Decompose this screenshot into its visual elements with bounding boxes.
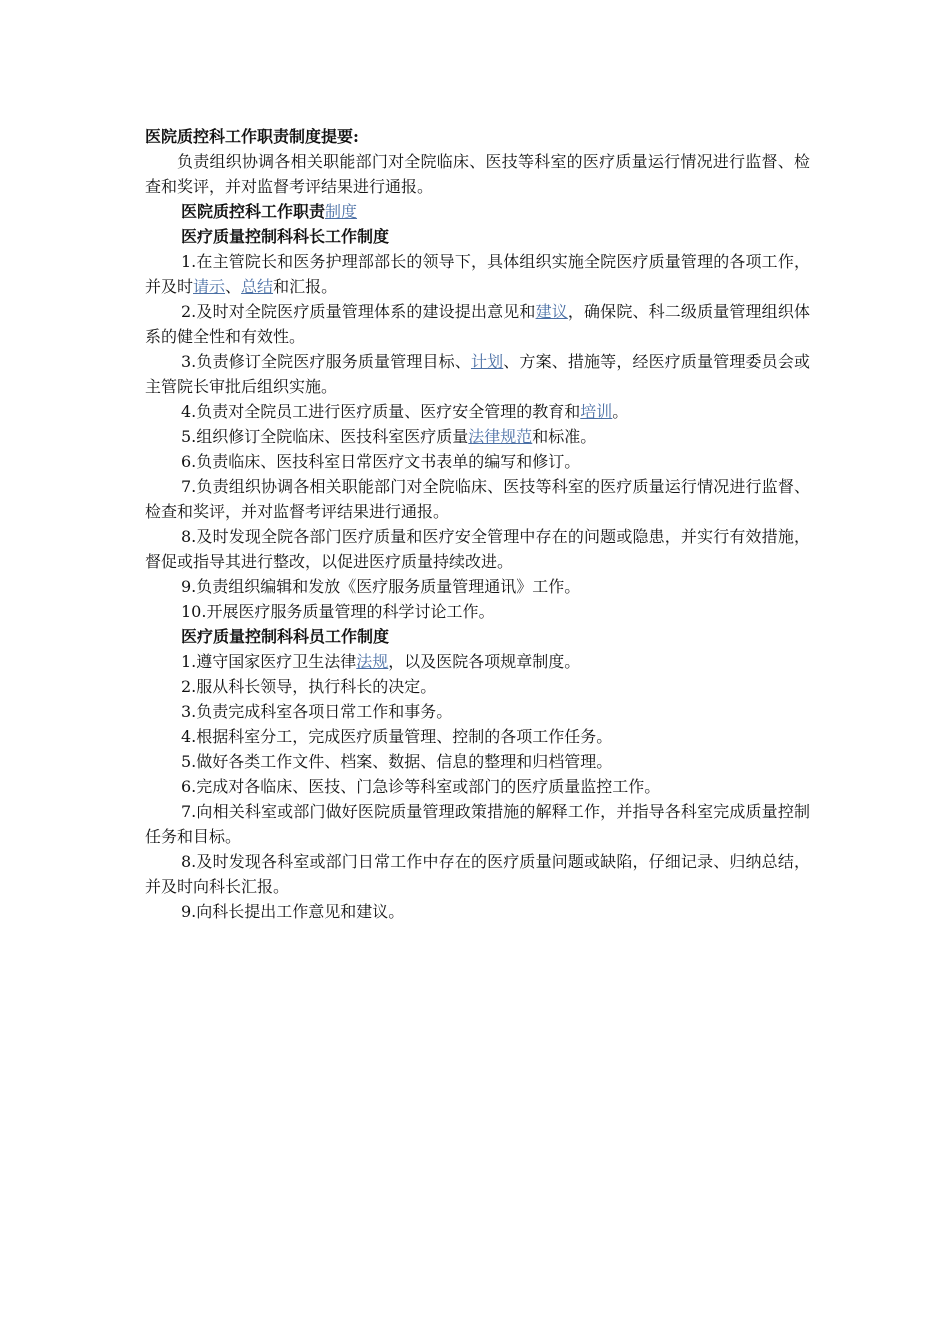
staff-item-5: 5.做好各类工作文件、档案、数据、信息的整理和归档管理。 [181, 752, 613, 771]
chief-item-10: 10.开展医疗服务质量管理的科学讨论工作。 [181, 602, 495, 621]
staff-item-6: 6.完成对各临床、医技、门急诊等科室或部门的医疗质量监控工作。 [181, 777, 661, 796]
chief-item-4: 4.负责对全院员工进行医疗质量、医疗安全管理的教育和培训。 [181, 402, 629, 421]
chief-item-3: 3.负责修订全院医疗服务质量管理目标、计划、方案、措施等，经医疗质量管理委员会或主管院长审批后组织实施。 [145, 352, 810, 396]
section-heading-staff: 医疗质量控制科科员工作制度 [181, 627, 390, 646]
staff-item-4: 4.根据科室分工，完成医疗质量管理、控制的各项工作任务。 [181, 727, 613, 746]
document-title: 医院质控科工作职责制度提要: [145, 127, 359, 146]
link-fagui[interactable]: 法规 [356, 652, 389, 671]
section-heading-chief: 医疗质量控制科科长工作制度 [181, 227, 390, 246]
staff-item-8: 8.及时发现各科室或部门日常工作中存在的医疗质量问题或缺陷，仔细记录、归纳总结，并及时向科长汇报。 [145, 852, 810, 896]
chief-item-1: 1.在主管院长和医务护理部部长的领导下，具体组织实施全院医疗质量管理的各项工作，并及时请示、总结和汇报。 [145, 252, 810, 296]
staff-item-3: 3.负责完成科室各项日常工作和事务。 [181, 702, 453, 721]
link-falvguifan[interactable]: 法律规范 [468, 427, 533, 446]
document-page [145, 124, 810, 924]
summary-paragraph: 负责组织协调各相关职能部门对全院临床、医技等科室的医疗质量运行情况进行监督、检查和奖评，并对监督考评结果进行通报。 [145, 152, 810, 196]
staff-item-1: 1.遵守国家医疗卫生法律法规，以及医院各项规章制度。 [181, 652, 581, 671]
chief-item-5: 5.组织修订全院临床、医技科室医疗质量法律规范和标准。 [181, 427, 597, 446]
chief-item-7: 7.负责组织协调各相关职能部门对全院临床、医技等科室的医疗质量运行情况进行监督、检查和奖评，并对监督考评结果进行通报。 [145, 477, 810, 521]
staff-item-9: 9.向科长提出工作意见和建议。 [181, 902, 405, 921]
link-peixun[interactable]: 培训 [580, 402, 613, 421]
link-zongjie[interactable]: 总结 [241, 277, 274, 296]
main-heading [145, 199, 810, 224]
staff-item-2: 2.服从科长领导，执行科长的决定。 [181, 677, 437, 696]
link-zhidu[interactable]: 制度 [325, 202, 358, 221]
chief-item-9: 9.负责组织编辑和发放《医疗服务质量管理通讯》工作。 [181, 577, 581, 596]
link-jihua[interactable]: 计划 [470, 352, 504, 371]
main-heading-text: 医院质控科工作职责 [181, 202, 326, 221]
link-qingshi[interactable]: 请示 [193, 277, 226, 296]
chief-item-2: 2.及时对全院医疗质量管理体系的建设提出意见和建议，确保院、科二级质量管理组织体系的健全性和有效性。 [145, 302, 810, 346]
chief-item-6: 6.负责临床、医技科室日常医疗文书表单的编写和修订。 [181, 452, 581, 471]
chief-item-8: 8.及时发现全院各部门医疗质量和医疗安全管理中存在的问题或隐患，并实行有效措施，督促或指导其进行整改，以促进医疗质量持续改进。 [145, 527, 810, 571]
staff-item-7: 7.向相关科室或部门做好医院质量管理政策措施的解释工作，并指导各科室完成质量控制任务和目标。 [145, 802, 810, 846]
link-jianyi[interactable]: 建议 [535, 302, 568, 321]
